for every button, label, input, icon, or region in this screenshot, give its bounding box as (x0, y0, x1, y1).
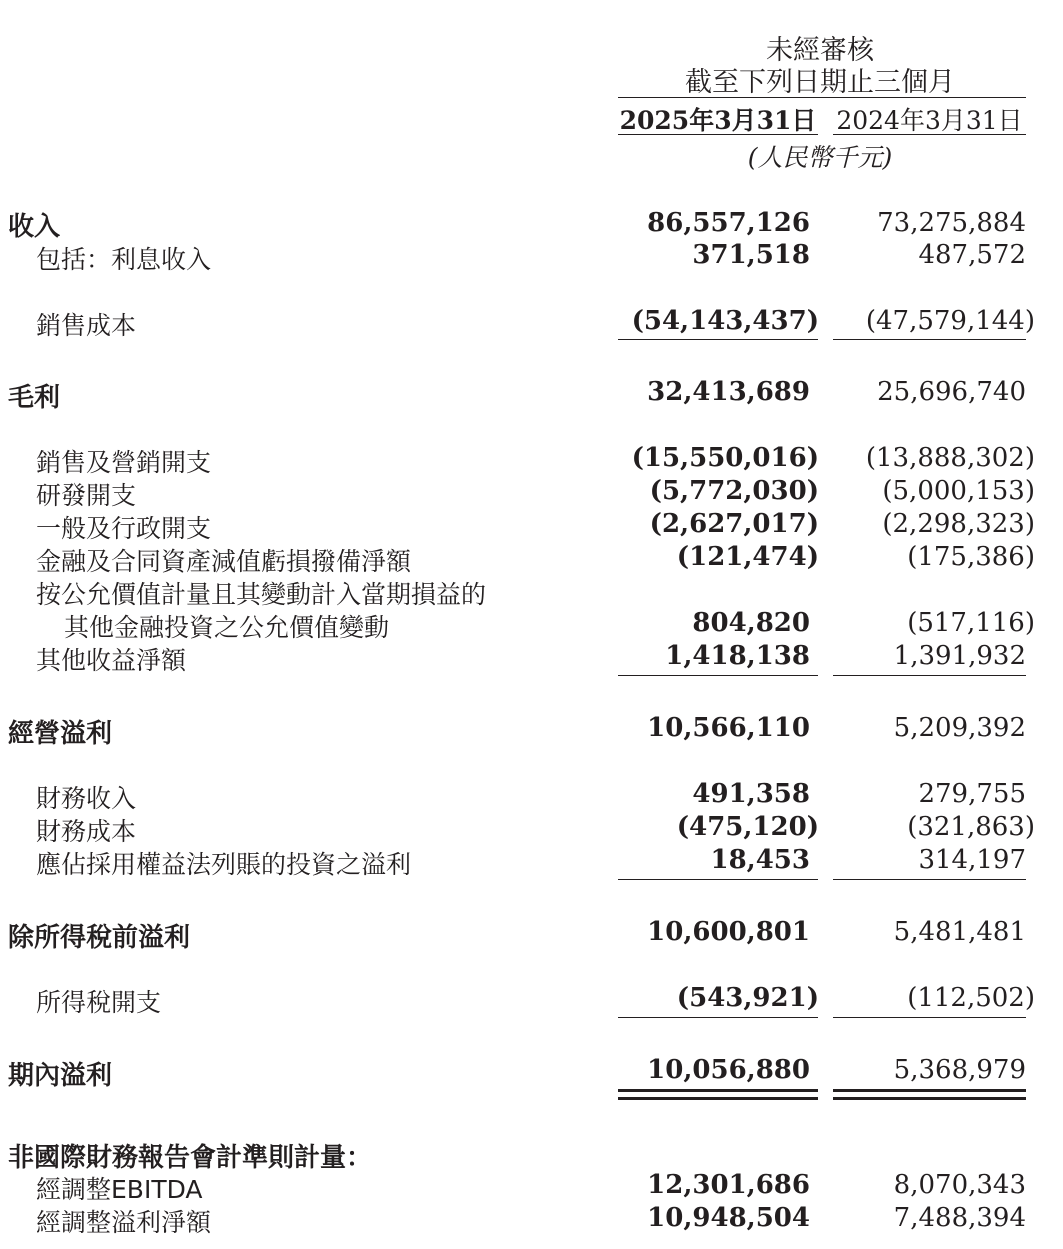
value-income-tax-2025: (543,921) (676, 983, 819, 1013)
value-revenue-2025: 86,557,126 (647, 208, 810, 238)
value-rd-expenses-2024: (5,000,153) (882, 476, 1035, 506)
row-label-gross-profit: 毛利 (8, 383, 61, 413)
row-label-interest-income: 包括：利息收入 (36, 245, 212, 274)
row-label-revenue: 收入 (8, 212, 61, 242)
value-cost-of-sales-2024: (47,579,144) (865, 306, 1035, 336)
value-other-gains-2025: 1,418,138 (665, 641, 810, 671)
value-fv-change-2025: 804,820 (692, 608, 810, 638)
total-double-rule (833, 1089, 1026, 1100)
row-label-equity-share: 應佔採用權益法列賬的投資之溢利 (36, 850, 412, 879)
row-label-adj-net-profit: 經調整溢利淨額 (36, 1208, 212, 1237)
value-gross-profit-2024: 25,696,740 (877, 377, 1026, 407)
subtotal-rule (618, 1017, 818, 1018)
column-rule-2025 (618, 134, 818, 135)
value-admin-expenses-2025: (2,627,017) (649, 509, 819, 539)
value-income-tax-2024: (112,502) (907, 983, 1035, 1013)
header-period: 截至下列日期止三個月 (685, 67, 955, 98)
subtotal-rule (833, 1017, 1026, 1018)
value-adj-net-profit-2025: 10,948,504 (647, 1203, 810, 1233)
column-header-2024: 2024年3月31日 (836, 106, 1023, 135)
column-rule-2024 (833, 134, 1026, 135)
value-admin-expenses-2024: (2,298,323) (882, 509, 1035, 539)
value-impairment-2024: (175,386) (907, 542, 1035, 572)
subtotal-rule (618, 339, 818, 340)
value-revenue-2024: 73,275,884 (877, 208, 1026, 238)
value-equity-share-2024: 314,197 (918, 845, 1026, 875)
value-interest-income-2024: 487,572 (918, 240, 1026, 270)
value-other-gains-2024: 1,391,932 (893, 641, 1026, 671)
section-title-non-ifrs: 非國際財務報告會計準則計量： (8, 1143, 373, 1173)
row-label-fv-change-line2: 其他金融投資之公允價值變動 (64, 613, 390, 642)
row-label-income-tax: 所得稅開支 (36, 988, 162, 1017)
value-profit-period-2025: 10,056,880 (647, 1055, 810, 1085)
value-selling-expenses-2024: (13,888,302) (865, 443, 1035, 473)
value-interest-income-2025: 371,518 (692, 240, 810, 270)
value-finance-costs-2025: (475,120) (676, 812, 819, 842)
subtotal-rule (833, 339, 1026, 340)
value-profit-before-tax-2024: 5,481,481 (893, 917, 1026, 947)
row-label-finance-costs: 財務成本 (36, 817, 137, 846)
value-finance-income-2024: 279,755 (918, 779, 1026, 809)
value-profit-before-tax-2025: 10,600,801 (647, 917, 810, 947)
row-label-impairment: 金融及合同資產減值虧損撥備淨額 (36, 547, 412, 576)
subtotal-rule (833, 879, 1026, 880)
row-label-other-gains: 其他收益淨額 (36, 646, 187, 675)
value-finance-income-2025: 491,358 (692, 779, 810, 809)
value-profit-period-2024: 5,368,979 (893, 1055, 1026, 1085)
row-label-rd-expenses: 研發開支 (36, 481, 137, 510)
value-finance-costs-2024: (321,863) (907, 812, 1035, 842)
total-double-rule (618, 1089, 818, 1100)
value-gross-profit-2025: 32,413,689 (647, 377, 810, 407)
row-label-profit-before-tax: 除所得稅前溢利 (8, 923, 191, 953)
column-header-2025: 2025年3月31日 (619, 106, 817, 135)
row-label-fv-change-line1: 按公允價值計量且其變動計入當期損益的 (36, 580, 487, 609)
row-label-selling-expenses: 銷售及營銷開支 (36, 448, 212, 477)
currency-unit: (人民幣千元) (747, 143, 893, 172)
value-adj-net-profit-2024: 7,488,394 (893, 1203, 1026, 1233)
value-cost-of-sales-2025: (54,143,437) (631, 306, 819, 336)
subtotal-rule (618, 879, 818, 880)
value-fv-change-2024: (517,116) (907, 608, 1035, 638)
row-label-admin-expenses: 一般及行政開支 (36, 514, 212, 543)
row-label-adj-ebitda: 經調整EBITDA (36, 1175, 203, 1204)
value-operating-profit-2024: 5,209,392 (893, 713, 1026, 743)
value-equity-share-2025: 18,453 (710, 845, 810, 875)
row-label-profit-period: 期內溢利 (8, 1061, 113, 1091)
value-rd-expenses-2025: (5,772,030) (649, 476, 819, 506)
header-rule (618, 97, 1026, 98)
value-impairment-2025: (121,474) (676, 542, 819, 572)
value-adj-ebitda-2024: 8,070,343 (893, 1170, 1026, 1200)
value-selling-expenses-2025: (15,550,016) (631, 443, 819, 473)
subtotal-rule (618, 675, 818, 676)
value-adj-ebitda-2025: 12,301,686 (647, 1170, 810, 1200)
row-label-operating-profit: 經營溢利 (8, 719, 113, 749)
header-audit-status: 未經審核 (766, 35, 874, 66)
row-label-finance-income: 財務收入 (36, 784, 137, 813)
row-label-cost-of-sales: 銷售成本 (36, 311, 137, 340)
subtotal-rule (833, 675, 1026, 676)
value-operating-profit-2025: 10,566,110 (647, 713, 810, 743)
